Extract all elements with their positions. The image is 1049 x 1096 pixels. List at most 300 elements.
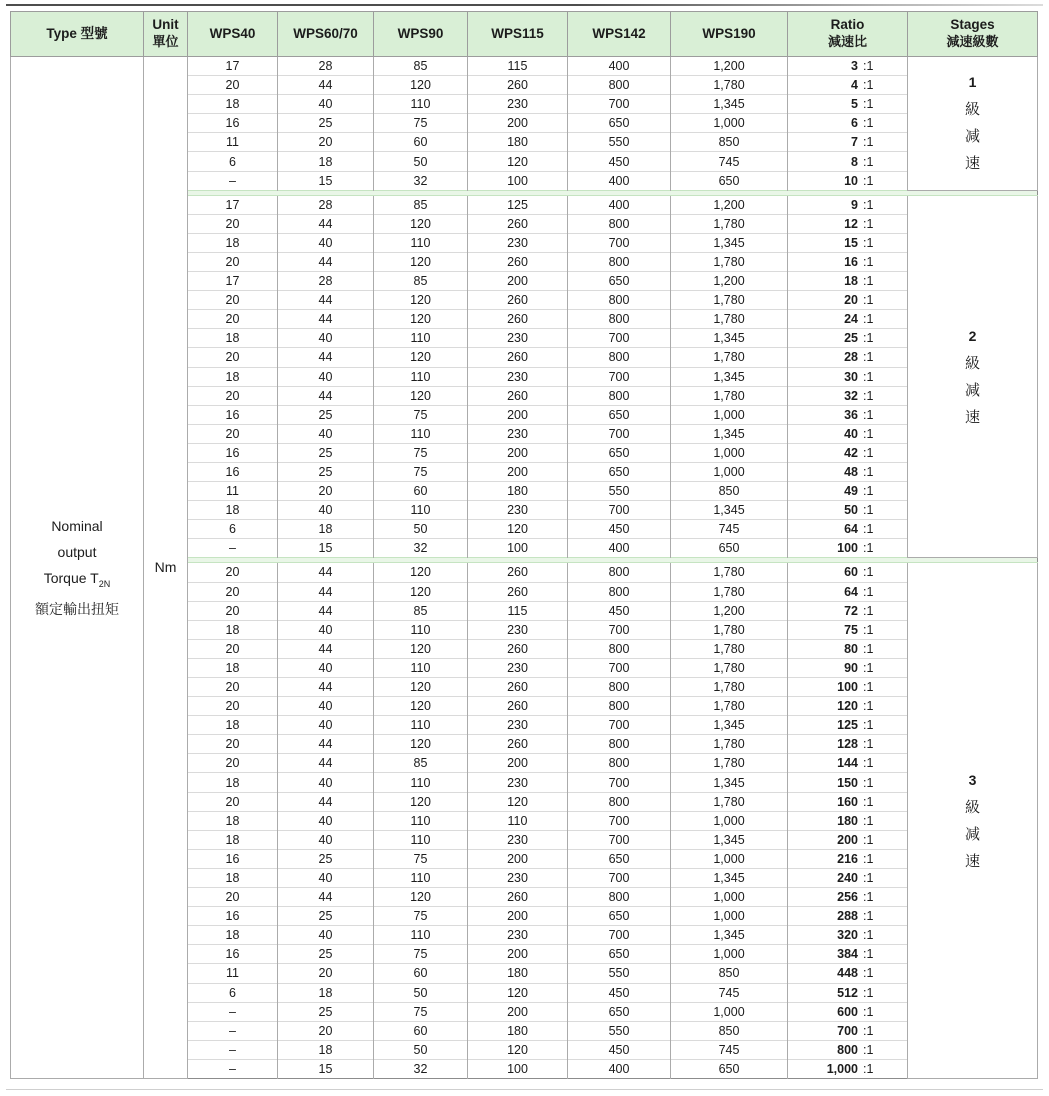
ratio-cell xyxy=(788,945,908,964)
ratio-value xyxy=(788,331,907,345)
value-cell-col5: 700 xyxy=(568,367,671,386)
value-cell-col1: 20 xyxy=(188,310,278,329)
ratio-suffix: :1 xyxy=(863,603,874,618)
value-cell-col4: 200 xyxy=(468,272,568,291)
ratio-value xyxy=(788,522,907,536)
value-cell-col5: 700 xyxy=(568,501,671,520)
value-cell-col5: 650 xyxy=(568,1002,671,1021)
value-cell-col1: 18 xyxy=(188,716,278,735)
ratio-cell xyxy=(788,424,908,443)
ratio-value xyxy=(788,890,907,904)
value-cell-col2: 44 xyxy=(278,735,374,754)
ratio-value xyxy=(788,312,907,326)
value-cell-col6: 1,200 xyxy=(671,601,788,620)
ratio-suffix: :1 xyxy=(863,928,874,943)
value-cell-col4: 100 xyxy=(468,539,568,558)
value-cell-col3: 120 xyxy=(374,214,468,233)
ratio-suffix: :1 xyxy=(863,541,874,556)
ratio-number: 384 xyxy=(837,947,858,962)
ratio-number: 512 xyxy=(837,985,858,1000)
value-cell-col5: 800 xyxy=(568,888,671,907)
ratio-number: 240 xyxy=(837,870,858,885)
value-cell-col2: 44 xyxy=(278,214,374,233)
value-cell-col4: 200 xyxy=(468,1002,568,1021)
value-cell-col6: 650 xyxy=(671,171,788,190)
ratio-number: 1,000 xyxy=(826,1061,858,1076)
ratio-value xyxy=(788,871,907,885)
value-cell-col4: 200 xyxy=(468,907,568,926)
value-cell-col4: 260 xyxy=(468,214,568,233)
value-cell-col4: 260 xyxy=(468,582,568,601)
ratio-cell xyxy=(788,792,908,811)
value-cell-col5: 450 xyxy=(568,601,671,620)
value-cell-col6: 1,780 xyxy=(671,735,788,754)
value-cell-col6: 1,780 xyxy=(671,697,788,716)
value-cell-col3: 120 xyxy=(374,76,468,95)
ratio-suffix: :1 xyxy=(863,775,874,790)
ratio-cell xyxy=(788,735,908,754)
value-cell-col4: 260 xyxy=(468,310,568,329)
value-cell-col1: 20 xyxy=(188,386,278,405)
value-cell-col4: 120 xyxy=(468,152,568,171)
ratio-suffix: :1 xyxy=(863,737,874,752)
column-header-wps90: WPS90 xyxy=(374,12,468,57)
value-cell-col6: 650 xyxy=(671,1059,788,1078)
ratio-value xyxy=(788,680,907,694)
value-cell-col2: 40 xyxy=(278,926,374,945)
value-cell-col6: 1,780 xyxy=(671,792,788,811)
value-cell-col1: 6 xyxy=(188,983,278,1002)
value-cell-col2: 15 xyxy=(278,1059,374,1078)
ratio-number: 128 xyxy=(837,737,858,752)
value-cell-col3: 60 xyxy=(374,133,468,152)
value-cell-col1: 18 xyxy=(188,773,278,792)
ratio-value xyxy=(788,947,907,961)
ratio-cell xyxy=(788,716,908,735)
value-cell-col5: 450 xyxy=(568,1040,671,1059)
ratio-suffix: :1 xyxy=(863,78,874,93)
ratio-suffix: :1 xyxy=(863,718,874,733)
ratio-number: 100 xyxy=(837,541,858,556)
ratio-value xyxy=(788,833,907,847)
value-cell-col3: 85 xyxy=(374,272,468,291)
value-cell-col1: – xyxy=(188,1002,278,1021)
value-cell-col4: 260 xyxy=(468,697,568,716)
value-cell-col2: 44 xyxy=(278,639,374,658)
ratio-value xyxy=(788,389,907,403)
value-cell-col1: 18 xyxy=(188,811,278,830)
value-cell-col1: 16 xyxy=(188,945,278,964)
value-cell-col4: 260 xyxy=(468,386,568,405)
value-cell-col1: – xyxy=(188,1021,278,1040)
value-cell-col4: 200 xyxy=(468,405,568,424)
ratio-number: 180 xyxy=(837,813,858,828)
value-cell-col1: 16 xyxy=(188,443,278,462)
value-cell-col5: 700 xyxy=(568,95,671,114)
value-cell-col5: 800 xyxy=(568,310,671,329)
value-cell-col1: 17 xyxy=(188,57,278,76)
value-cell-col6: 1,345 xyxy=(671,830,788,849)
ratio-cell xyxy=(788,888,908,907)
value-cell-col1: 20 xyxy=(188,754,278,773)
value-cell-col5: 700 xyxy=(568,773,671,792)
ratio-value xyxy=(788,255,907,269)
value-cell-col6: 1,780 xyxy=(671,76,788,95)
ratio-cell xyxy=(788,1040,908,1059)
value-cell-col2: 40 xyxy=(278,811,374,830)
ratio-cell xyxy=(788,868,908,887)
ratio-cell xyxy=(788,310,908,329)
value-cell-col5: 800 xyxy=(568,76,671,95)
ratio-number: 90 xyxy=(844,660,858,675)
ratio-cell xyxy=(788,57,908,76)
value-cell-col6: 850 xyxy=(671,1021,788,1040)
ratio-cell xyxy=(788,1059,908,1078)
ratio-number: 64 xyxy=(844,522,858,537)
value-cell-col2: 25 xyxy=(278,443,374,462)
value-cell-col1: 20 xyxy=(188,735,278,754)
value-cell-col3: 50 xyxy=(374,1040,468,1059)
value-cell-col3: 110 xyxy=(374,658,468,677)
ratio-cell xyxy=(788,386,908,405)
value-cell-col4: 115 xyxy=(468,601,568,620)
ratio-cell xyxy=(788,233,908,252)
page-top-rule xyxy=(6,4,1043,6)
value-cell-col2: 40 xyxy=(278,367,374,386)
ratio-value xyxy=(788,484,907,498)
value-cell-col2: 40 xyxy=(278,233,374,252)
value-cell-col6: 1,780 xyxy=(671,620,788,639)
value-cell-col3: 110 xyxy=(374,95,468,114)
value-cell-col3: 110 xyxy=(374,329,468,348)
ratio-suffix: :1 xyxy=(863,1004,874,1019)
value-cell-col1: – xyxy=(188,1040,278,1059)
ratio-suffix: :1 xyxy=(863,350,874,365)
ratio-cell xyxy=(788,1002,908,1021)
ratio-number: 256 xyxy=(837,890,858,905)
value-cell-col4: 260 xyxy=(468,735,568,754)
value-cell-col6: 1,780 xyxy=(671,214,788,233)
value-cell-col6: 1,780 xyxy=(671,754,788,773)
value-cell-col2: 40 xyxy=(278,329,374,348)
ratio-suffix: :1 xyxy=(863,966,874,981)
ratio-number: 144 xyxy=(837,756,858,771)
value-cell-col1: 20 xyxy=(188,76,278,95)
value-cell-col6: 850 xyxy=(671,133,788,152)
ratio-number: 15 xyxy=(844,235,858,250)
stage-char: 級 xyxy=(964,354,980,372)
ratio-suffix: :1 xyxy=(863,1061,874,1076)
ratio-cell xyxy=(788,754,908,773)
value-cell-col6: 1,780 xyxy=(671,310,788,329)
ratio-suffix: :1 xyxy=(863,97,874,112)
value-cell-col4: 125 xyxy=(468,195,568,214)
value-cell-col5: 800 xyxy=(568,291,671,310)
value-cell-col2: 28 xyxy=(278,272,374,291)
value-cell-col5: 700 xyxy=(568,329,671,348)
ratio-cell xyxy=(788,367,908,386)
column-header-type: Type 型號 xyxy=(11,12,144,57)
ratio-cell xyxy=(788,678,908,697)
value-cell-col3: 110 xyxy=(374,716,468,735)
value-cell-col5: 800 xyxy=(568,348,671,367)
value-cell-col3: 120 xyxy=(374,563,468,582)
ratio-value xyxy=(788,909,907,923)
value-cell-col1: 18 xyxy=(188,620,278,639)
value-cell-col1: 16 xyxy=(188,849,278,868)
ratio-suffix: :1 xyxy=(863,794,874,809)
ratio-value xyxy=(788,795,907,809)
value-cell-col1: – xyxy=(188,539,278,558)
ratio-number: 4 xyxy=(851,78,858,93)
ratio-cell xyxy=(788,983,908,1002)
value-cell-col2: 40 xyxy=(278,95,374,114)
value-cell-col4: 260 xyxy=(468,76,568,95)
value-cell-col4: 230 xyxy=(468,329,568,348)
value-cell-col5: 650 xyxy=(568,945,671,964)
ratio-cell xyxy=(788,1021,908,1040)
ratio-cell xyxy=(788,114,908,133)
ratio-suffix: :1 xyxy=(863,116,874,131)
ratio-value xyxy=(788,565,907,579)
type-line-cjk: 額定輸出扭矩 xyxy=(35,601,119,618)
torque-spec-table xyxy=(10,11,1038,1079)
value-cell-col3: 32 xyxy=(374,171,468,190)
value-cell-col4: 180 xyxy=(468,1021,568,1040)
value-cell-col5: 700 xyxy=(568,716,671,735)
value-cell-col1: 18 xyxy=(188,95,278,114)
value-cell-col4: 120 xyxy=(468,983,568,1002)
value-cell-col5: 800 xyxy=(568,639,671,658)
ratio-value xyxy=(788,408,907,422)
value-cell-col3: 32 xyxy=(374,539,468,558)
ratio-cell xyxy=(788,539,908,558)
value-cell-col6: 1,000 xyxy=(671,114,788,133)
value-cell-col2: 20 xyxy=(278,1021,374,1040)
table-header xyxy=(11,12,1038,57)
value-cell-col6: 1,345 xyxy=(671,716,788,735)
value-cell-col4: 200 xyxy=(468,849,568,868)
ratio-number: 320 xyxy=(837,928,858,943)
value-cell-col3: 50 xyxy=(374,152,468,171)
type-line: output xyxy=(57,543,97,560)
value-cell-col4: 260 xyxy=(468,348,568,367)
ratio-suffix: :1 xyxy=(863,407,874,422)
value-cell-col2: 44 xyxy=(278,386,374,405)
value-cell-col3: 120 xyxy=(374,697,468,716)
value-cell-col5: 800 xyxy=(568,563,671,582)
value-cell-col1: 17 xyxy=(188,272,278,291)
ratio-suffix: :1 xyxy=(863,641,874,656)
value-cell-col6: 1,000 xyxy=(671,811,788,830)
ratio-value xyxy=(788,427,907,441)
value-cell-col2: 44 xyxy=(278,310,374,329)
value-cell-col6: 1,780 xyxy=(671,658,788,677)
ratio-cell xyxy=(788,520,908,539)
value-cell-col6: 1,780 xyxy=(671,252,788,271)
value-cell-col6: 1,000 xyxy=(671,888,788,907)
ratio-cell xyxy=(788,482,908,501)
stage-number: 1 xyxy=(968,74,977,91)
ratio-number: 12 xyxy=(844,216,858,231)
ratio-value xyxy=(788,737,907,751)
ratio-value xyxy=(788,1024,907,1038)
ratio-value xyxy=(788,116,907,130)
value-cell-col3: 120 xyxy=(374,888,468,907)
value-cell-col4: 110 xyxy=(468,811,568,830)
unit-cell: Nm xyxy=(144,57,188,1079)
value-cell-col2: 25 xyxy=(278,907,374,926)
ratio-suffix: :1 xyxy=(863,503,874,518)
value-cell-col4: 230 xyxy=(468,620,568,639)
ratio-suffix: :1 xyxy=(863,832,874,847)
value-cell-col4: 120 xyxy=(468,792,568,811)
column-header-wps40: WPS40 xyxy=(188,12,278,57)
value-cell-col5: 650 xyxy=(568,405,671,424)
value-cell-col1: 6 xyxy=(188,152,278,171)
value-cell-col4: 120 xyxy=(468,520,568,539)
value-cell-col5: 800 xyxy=(568,214,671,233)
value-cell-col1: – xyxy=(188,1059,278,1078)
ratio-value xyxy=(788,1005,907,1019)
ratio-number: 30 xyxy=(844,369,858,384)
value-cell-col1: 20 xyxy=(188,252,278,271)
value-cell-col1: 20 xyxy=(188,348,278,367)
value-cell-col6: 1,780 xyxy=(671,639,788,658)
value-cell-col6: 1,345 xyxy=(671,773,788,792)
ratio-suffix: :1 xyxy=(863,660,874,675)
value-cell-col2: 44 xyxy=(278,601,374,620)
value-cell-col6: 650 xyxy=(671,539,788,558)
ratio-suffix: :1 xyxy=(863,235,874,250)
value-cell-col6: 1,200 xyxy=(671,195,788,214)
ratio-number: 8 xyxy=(851,154,858,169)
ratio-value xyxy=(788,293,907,307)
value-cell-col4: 260 xyxy=(468,678,568,697)
ratio-value xyxy=(788,217,907,231)
ratio-number: 75 xyxy=(844,622,858,637)
value-cell-col4: 230 xyxy=(468,926,568,945)
value-cell-col3: 75 xyxy=(374,849,468,868)
value-cell-col4: 230 xyxy=(468,658,568,677)
value-cell-col1: 16 xyxy=(188,405,278,424)
ratio-value xyxy=(788,814,907,828)
stage-char: 速 xyxy=(964,155,980,173)
ratio-number: 50 xyxy=(844,503,858,518)
value-cell-col1: 20 xyxy=(188,792,278,811)
stage-label-cell xyxy=(908,563,1038,1079)
value-cell-col1: 20 xyxy=(188,214,278,233)
stage-label-cell xyxy=(908,195,1038,558)
value-cell-col4: 200 xyxy=(468,114,568,133)
value-cell-col2: 25 xyxy=(278,945,374,964)
ratio-cell xyxy=(788,76,908,95)
value-cell-col1: 16 xyxy=(188,114,278,133)
ratio-number: 120 xyxy=(837,699,858,714)
value-cell-col3: 110 xyxy=(374,926,468,945)
ratio-cell xyxy=(788,501,908,520)
ratio-suffix: :1 xyxy=(863,565,874,580)
ratio-number: 24 xyxy=(844,312,858,327)
value-cell-col2: 15 xyxy=(278,171,374,190)
value-cell-col5: 400 xyxy=(568,171,671,190)
ratio-number: 216 xyxy=(837,851,858,866)
value-cell-col2: 44 xyxy=(278,291,374,310)
value-cell-col6: 1,345 xyxy=(671,95,788,114)
value-cell-col5: 450 xyxy=(568,520,671,539)
value-cell-col1: 20 xyxy=(188,639,278,658)
value-cell-col1: 11 xyxy=(188,482,278,501)
value-cell-col2: 18 xyxy=(278,520,374,539)
value-cell-col2: 18 xyxy=(278,1040,374,1059)
value-cell-col2: 20 xyxy=(278,482,374,501)
stage-char: 速 xyxy=(964,408,980,426)
value-cell-col3: 75 xyxy=(374,443,468,462)
value-cell-col1: 20 xyxy=(188,563,278,582)
ratio-value xyxy=(788,370,907,384)
value-cell-col4: 180 xyxy=(468,133,568,152)
ratio-cell xyxy=(788,907,908,926)
value-cell-col2: 44 xyxy=(278,754,374,773)
ratio-value xyxy=(788,776,907,790)
value-cell-col4: 180 xyxy=(468,482,568,501)
ratio-cell xyxy=(788,620,908,639)
ratio-number: 28 xyxy=(844,350,858,365)
ratio-suffix: :1 xyxy=(863,173,874,188)
value-cell-col2: 40 xyxy=(278,773,374,792)
value-cell-col6: 1,000 xyxy=(671,849,788,868)
ratio-cell xyxy=(788,272,908,291)
ratio-cell xyxy=(788,658,908,677)
type-line: Nominal xyxy=(51,517,103,534)
value-cell-col1: 20 xyxy=(188,697,278,716)
value-cell-col6: 1,200 xyxy=(671,272,788,291)
value-cell-col3: 110 xyxy=(374,367,468,386)
value-cell-col4: 260 xyxy=(468,888,568,907)
value-cell-col6: 1,345 xyxy=(671,233,788,252)
value-cell-col2: 25 xyxy=(278,405,374,424)
value-cell-col4: 200 xyxy=(468,443,568,462)
value-cell-col3: 85 xyxy=(374,195,468,214)
value-cell-col2: 44 xyxy=(278,678,374,697)
ratio-suffix: :1 xyxy=(863,426,874,441)
ratio-value xyxy=(788,135,907,149)
ratio-number: 150 xyxy=(837,775,858,790)
value-cell-col5: 400 xyxy=(568,57,671,76)
stage-label-cell xyxy=(908,57,1038,191)
ratio-suffix: :1 xyxy=(863,813,874,828)
value-cell-col1: 11 xyxy=(188,133,278,152)
value-cell-col3: 75 xyxy=(374,462,468,481)
stage-number: 2 xyxy=(968,327,977,344)
value-cell-col6: 850 xyxy=(671,964,788,983)
value-cell-col3: 120 xyxy=(374,252,468,271)
stage-char: 級 xyxy=(964,101,980,119)
value-cell-col3: 120 xyxy=(374,678,468,697)
value-cell-col5: 650 xyxy=(568,443,671,462)
value-cell-col2: 44 xyxy=(278,348,374,367)
value-cell-col5: 650 xyxy=(568,272,671,291)
value-cell-col2: 18 xyxy=(278,983,374,1002)
ratio-suffix: :1 xyxy=(863,756,874,771)
ratio-value xyxy=(788,97,907,111)
value-cell-col3: 120 xyxy=(374,291,468,310)
value-cell-col3: 120 xyxy=(374,582,468,601)
value-cell-col5: 650 xyxy=(568,462,671,481)
ratio-cell xyxy=(788,926,908,945)
ratio-cell xyxy=(788,964,908,983)
ratio-number: 48 xyxy=(844,465,858,480)
